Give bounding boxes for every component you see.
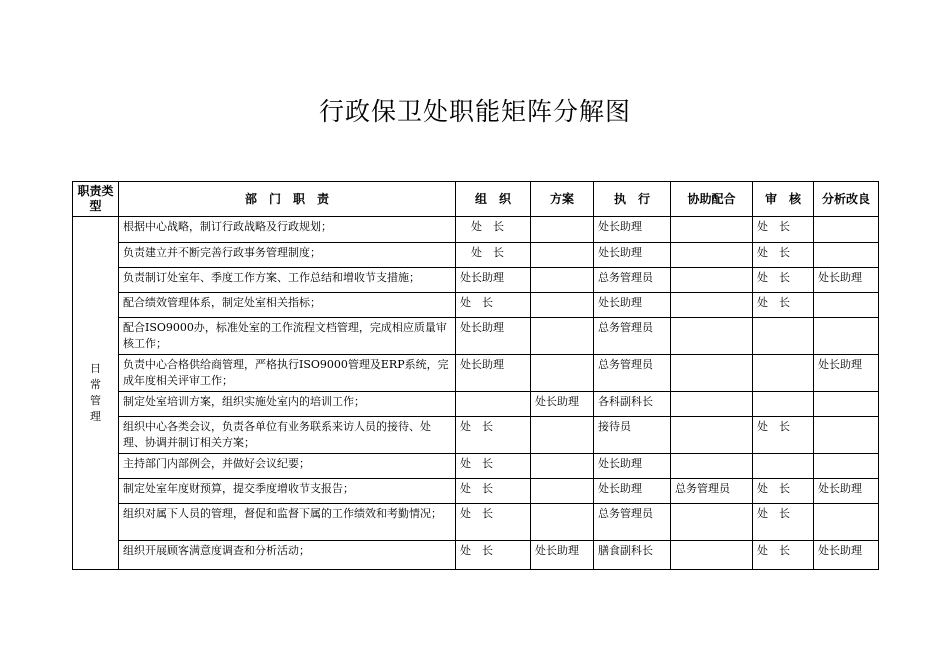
- category-cell: [73, 217, 119, 570]
- duty-cell: 组织开展顾客满意度调查和分析活动；: [119, 541, 456, 570]
- review-cell: [753, 392, 814, 417]
- table-row: [73, 541, 879, 570]
- execute-cell: 总务管理员: [594, 318, 671, 355]
- organize-cell: 处 长: [456, 504, 531, 541]
- assist-cell: 总务管理员: [671, 479, 753, 504]
- execute-cell: 总务管理员: [594, 355, 671, 392]
- review-cell: 处 长: [753, 243, 814, 268]
- assist-cell: [671, 318, 753, 355]
- assist-cell: [671, 355, 753, 392]
- organize-cell: 处 长: [456, 541, 531, 570]
- plan-cell: [531, 454, 594, 479]
- review-cell: [753, 355, 814, 392]
- plan-cell: 处长助理: [531, 541, 594, 570]
- header-execute: 执 行: [594, 182, 671, 217]
- header-assist: 协助配合: [671, 182, 753, 217]
- execute-cell: 处长助理: [594, 293, 671, 318]
- header-review: 审 核: [753, 182, 814, 217]
- organize-cell: 处长助理: [456, 318, 531, 355]
- table-row: [73, 243, 879, 268]
- duty-cell: 组织对属下人员的管理，督促和监督下属的工作绩效和考勤情况；: [119, 504, 456, 541]
- table-row: [73, 454, 879, 479]
- plan-cell: [531, 479, 594, 504]
- duty-cell: 根据中心战略，制订行政战略及行政规划；: [119, 217, 456, 243]
- improve-cell: [814, 454, 879, 479]
- assist-cell: [671, 541, 753, 570]
- duty-cell: 制定处室培训方案，组织实施处室内的培训工作；: [119, 392, 456, 417]
- table-row: [73, 417, 879, 454]
- responsibility-matrix-table: [72, 181, 879, 570]
- header-improve: 分析改良: [814, 182, 879, 217]
- improve-cell: [814, 243, 879, 268]
- review-cell: 处 长: [753, 504, 814, 541]
- table-row: [73, 355, 879, 392]
- table-row: [73, 268, 879, 293]
- execute-cell: 处长助理: [594, 243, 671, 268]
- improve-cell: [814, 417, 879, 454]
- assist-cell: [671, 293, 753, 318]
- plan-cell: [531, 243, 594, 268]
- assist-cell: [671, 392, 753, 417]
- table-row: [73, 392, 879, 417]
- header-duty: 部 门 职 责: [119, 182, 456, 217]
- execute-cell: 总务管理员: [594, 268, 671, 293]
- duty-cell: 负责中心合格供给商管理，严格执行ISO9000管理及ERP系统，完成年度相关评审工作；: [119, 355, 456, 392]
- organize-cell: 处 长: [456, 479, 531, 504]
- review-cell: 处 长: [753, 268, 814, 293]
- assist-cell: [671, 454, 753, 479]
- improve-cell: 处长助理: [814, 268, 879, 293]
- header-row: [73, 182, 879, 217]
- organize-cell: 处 长: [456, 293, 531, 318]
- category-label: 日常管理: [90, 362, 101, 423]
- execute-cell: 接待员: [594, 417, 671, 454]
- review-cell: 处 长: [753, 417, 814, 454]
- organize-cell: [456, 392, 531, 417]
- duty-cell: 配合绩效管理体系，制定处室相关指标；: [119, 293, 456, 318]
- plan-cell: [531, 268, 594, 293]
- execute-cell: 总务管理员: [594, 504, 671, 541]
- organize-cell: 处 长: [456, 454, 531, 479]
- review-cell: 处 长: [753, 479, 814, 504]
- duty-cell: 制定处室年度财预算，提交季度增收节支报告；: [119, 479, 456, 504]
- review-cell: 处 长: [753, 541, 814, 570]
- organize-cell: 处 长: [456, 417, 531, 454]
- improve-cell: 处长助理: [814, 541, 879, 570]
- header-type: 职责类型: [73, 182, 119, 217]
- improve-cell: [814, 392, 879, 417]
- table-row: [73, 217, 879, 243]
- plan-cell: [531, 355, 594, 392]
- assist-cell: [671, 417, 753, 454]
- assist-cell: [671, 268, 753, 293]
- plan-cell: 处长助理: [531, 392, 594, 417]
- duty-cell: 配合ISO9000办，标准处室的工作流程文档管理，完成相应质量审核工作；: [119, 318, 456, 355]
- table-row: [73, 504, 879, 541]
- plan-cell: [531, 504, 594, 541]
- execute-cell: 膳食副科长: [594, 541, 671, 570]
- assist-cell: [671, 243, 753, 268]
- header-plan: 方案: [531, 182, 594, 217]
- review-cell: 处 长: [753, 217, 814, 243]
- table-row: [73, 479, 879, 504]
- duty-cell: 主持部门内部例会，并做好会议纪要；: [119, 454, 456, 479]
- plan-cell: [531, 293, 594, 318]
- review-cell: [753, 454, 814, 479]
- plan-cell: [531, 217, 594, 243]
- organize-cell: 处 长: [456, 243, 531, 268]
- plan-cell: [531, 417, 594, 454]
- organize-cell: 处长助理: [456, 268, 531, 293]
- improve-cell: [814, 318, 879, 355]
- header-organize: 组 织: [456, 182, 531, 217]
- assist-cell: [671, 504, 753, 541]
- duty-cell: 组织中心各类会议，负责各单位有业务联系来访人员的接待、处理、协调并制订相关方案；: [119, 417, 456, 454]
- plan-cell: [531, 318, 594, 355]
- review-cell: 处 长: [753, 293, 814, 318]
- page-title: 行政保卫处职能矩阵分解图: [318, 97, 631, 126]
- improve-cell: 处长助理: [814, 355, 879, 392]
- execute-cell: 处长助理: [594, 217, 671, 243]
- assist-cell: [671, 217, 753, 243]
- execute-cell: 处长助理: [594, 454, 671, 479]
- improve-cell: [814, 217, 879, 243]
- improve-cell: 处长助理: [814, 479, 879, 504]
- improve-cell: [814, 293, 879, 318]
- review-cell: [753, 318, 814, 355]
- organize-cell: 处长助理: [456, 355, 531, 392]
- duty-cell: 负责建立并不断完善行政事务管理制度；: [119, 243, 456, 268]
- organize-cell: 处 长: [456, 217, 531, 243]
- execute-cell: 处长助理: [594, 479, 671, 504]
- duty-cell: 负责制订处室年、季度工作方案、工作总结和增收节支措施；: [119, 268, 456, 293]
- table-row: [73, 318, 879, 355]
- table-row: [73, 293, 879, 318]
- execute-cell: 各科副科长: [594, 392, 671, 417]
- improve-cell: [814, 504, 879, 541]
